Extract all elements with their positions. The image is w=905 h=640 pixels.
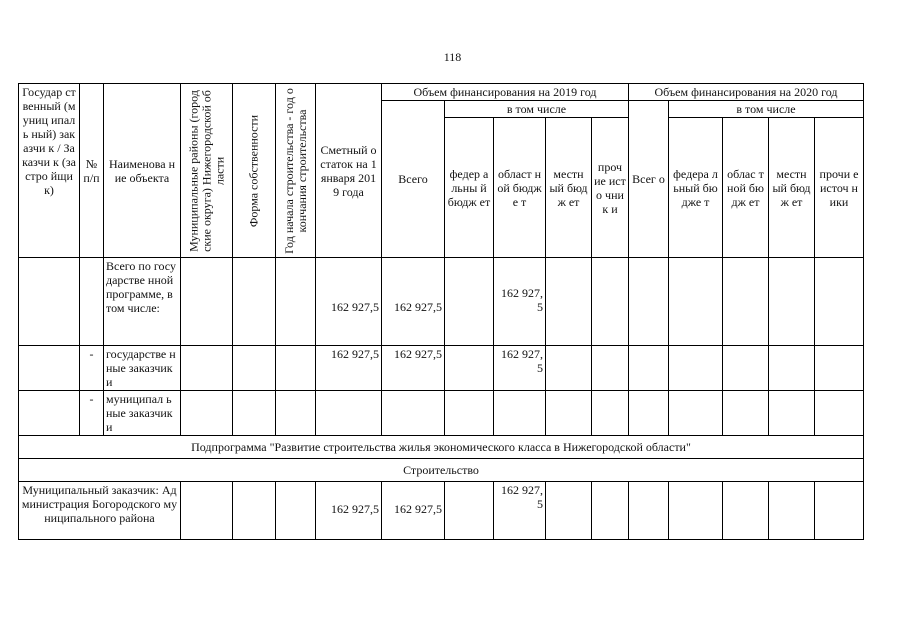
header-other-2019: проч ие исто чник и	[592, 118, 629, 258]
row-remainder: 162 927,5	[316, 258, 382, 346]
row-total: 162 927,5	[382, 346, 445, 391]
row-num: -	[80, 391, 104, 436]
table-row	[19, 391, 864, 436]
header-including-2019: в том числе	[445, 101, 629, 118]
row-name: Всего по государстве нной программе, в том числе:	[104, 258, 181, 346]
header-years: Год начала строительства - год окончания строительства	[276, 84, 316, 258]
row-regional: 162 927,5	[494, 258, 546, 346]
header-customer: Государ ст венный (муниц ипаль ный) заказчи к / Заказчи к (застро йщик)	[19, 84, 80, 258]
row-total	[382, 391, 445, 436]
subprogram-row	[19, 436, 864, 459]
construction-row	[19, 459, 864, 482]
row-total: 162 927,5	[382, 258, 445, 346]
header-regional-2019: област ной бюдже т	[494, 118, 546, 258]
row-regional: 162 927,5	[494, 346, 546, 391]
page-number: 118	[443, 50, 462, 64]
customer-name: Муниципальный заказчик: Администрация Богородского муниципального района	[19, 482, 181, 540]
row-remainder: 162 927,5	[316, 346, 382, 391]
header-districts: Муниципальные районы (городские округа) Нижегородской области	[181, 84, 233, 258]
header-local-2020: местн ый бюдж ет	[769, 118, 815, 258]
table-row	[19, 346, 864, 391]
row-num	[80, 258, 104, 346]
header-other-2020: прочи е источ ники	[815, 118, 864, 258]
subprogram-title: Подпрограмма "Развитие строительства жилья экономического класса в Нижегородской области"	[19, 436, 864, 459]
header-remainder: Сметный остаток на 1 января 2019 года	[316, 84, 382, 258]
header-federal-2019: федер альны й бюдж ет	[445, 118, 494, 258]
customer-regional: 162 927,5	[494, 482, 546, 540]
header-ownership: Форма собственности	[233, 84, 276, 258]
row-name: муниципал ьные заказчики	[104, 391, 181, 436]
header-including-2020: в том числе	[669, 101, 864, 118]
header-local-2019: местн ый бюдж ет	[546, 118, 592, 258]
header-fin-2019: Объем финансирования на 2019 год	[382, 84, 629, 101]
table-row	[19, 482, 864, 540]
customer-total: 162 927,5	[382, 482, 445, 540]
header-federal-2020: федера льный бюдже т	[669, 118, 723, 258]
header-total-2020: Всег о	[629, 101, 669, 258]
row-remainder	[316, 391, 382, 436]
customer-remainder: 162 927,5	[316, 482, 382, 540]
header-regional-2020: облас тной бюдж ет	[723, 118, 769, 258]
table-row	[19, 258, 864, 346]
header-fin-2020: Объем финансирования на 2020 год	[629, 84, 864, 101]
row-name: государстве нные заказчики	[104, 346, 181, 391]
construction-title: Строительство	[19, 459, 864, 482]
row-num: -	[80, 346, 104, 391]
row-regional	[494, 391, 546, 436]
header-total-2019: Всего	[382, 101, 445, 258]
header-name: Наименова ние объекта	[104, 84, 181, 258]
header-num: № п/п	[80, 84, 104, 258]
header-row-1	[19, 84, 864, 101]
financing-table	[18, 83, 864, 540]
